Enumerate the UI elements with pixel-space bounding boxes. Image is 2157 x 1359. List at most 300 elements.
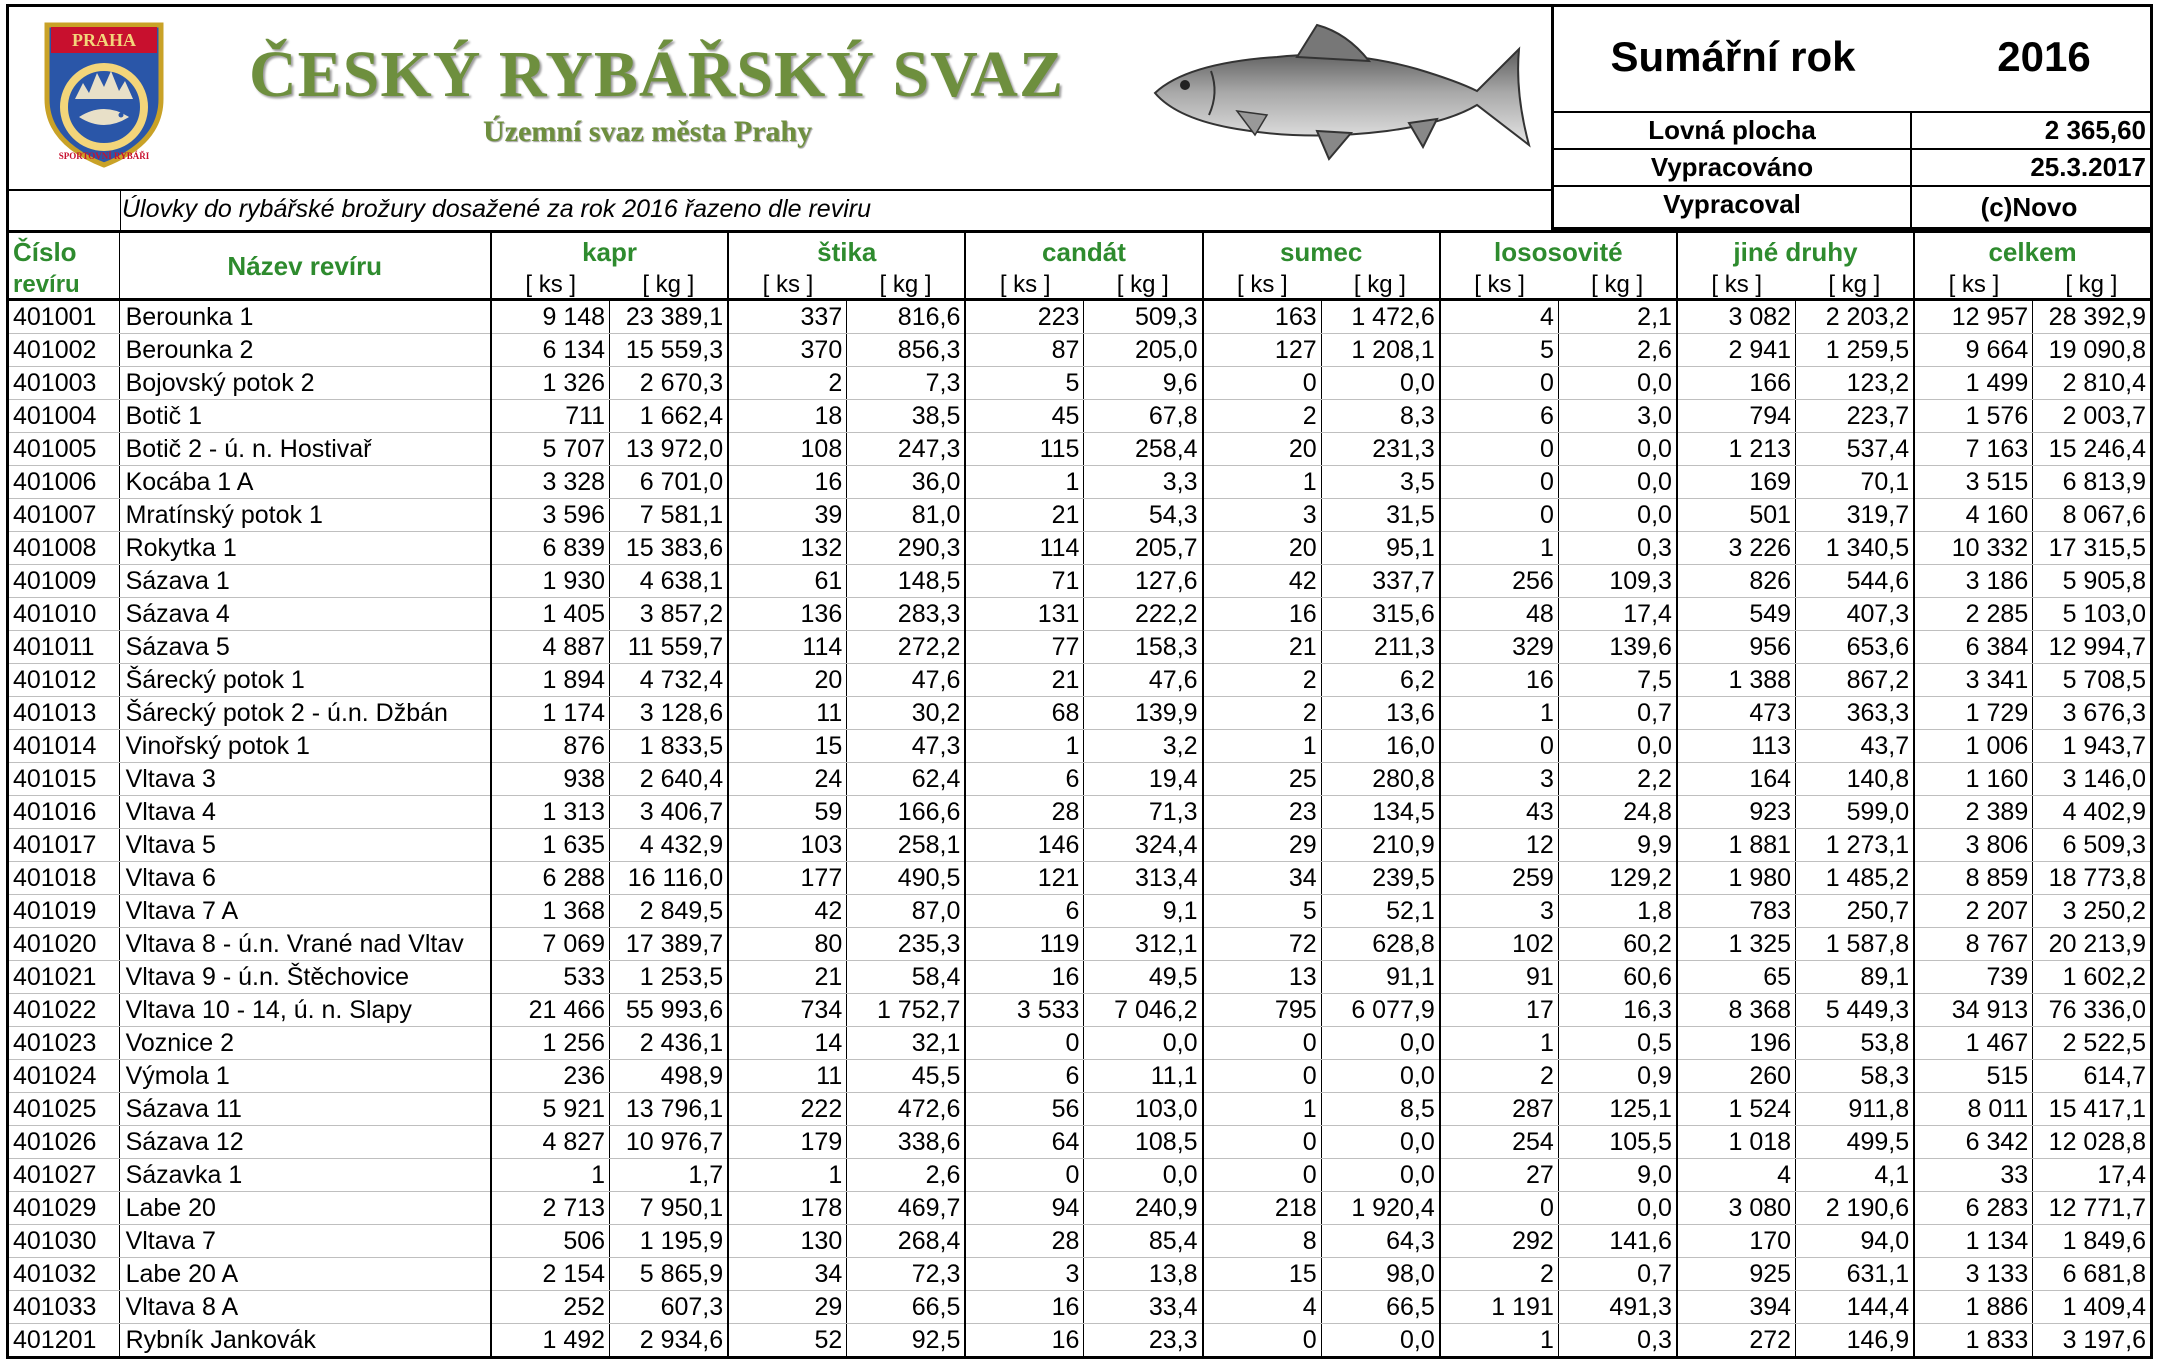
weight-cell: 363,3: [1796, 697, 1915, 730]
weight-cell: 23,3: [1084, 1324, 1203, 1358]
weight-cell: 28 392,9: [2033, 300, 2152, 334]
weight-cell: 2,6: [1558, 334, 1677, 367]
weight-cell: 66,5: [1321, 1291, 1440, 1324]
count-cell: 114: [965, 532, 1084, 565]
count-cell: 1 930: [491, 565, 610, 598]
summary-info-panel: [1551, 4, 2153, 230]
weight-cell: 10 976,7: [610, 1126, 729, 1159]
weight-cell: 95,1: [1321, 532, 1440, 565]
count-cell: 6 342: [1914, 1126, 2033, 1159]
count-cell: 0: [965, 1159, 1084, 1192]
count-cell: 94: [965, 1192, 1084, 1225]
revir-name-cell: Bojovský potok 2: [119, 367, 491, 400]
weight-cell: 1 920,4: [1321, 1192, 1440, 1225]
unit-kg-header: [ kg ]: [1084, 272, 1203, 300]
col-name-header: Název revíru: [119, 232, 491, 300]
weight-cell: 139,6: [1558, 631, 1677, 664]
weight-cell: 312,1: [1084, 928, 1203, 961]
count-cell: 2: [1203, 400, 1322, 433]
weight-cell: 4 432,9: [610, 829, 729, 862]
count-cell: 5: [1440, 334, 1559, 367]
revir-name-cell: Botič 2 - ú. n. Hostivař: [119, 433, 491, 466]
count-cell: 6 134: [491, 334, 610, 367]
count-cell: 1 894: [491, 664, 610, 697]
count-cell: 72: [1203, 928, 1322, 961]
count-cell: 501: [1677, 499, 1796, 532]
weight-cell: 70,1: [1796, 466, 1915, 499]
count-cell: 132: [728, 532, 847, 565]
count-cell: 21: [965, 664, 1084, 697]
weight-cell: 2 003,7: [2033, 400, 2152, 433]
count-cell: 0: [1440, 499, 1559, 532]
weight-cell: 7,3: [847, 367, 966, 400]
revir-name-cell: Vltava 4: [119, 796, 491, 829]
count-cell: 222: [728, 1093, 847, 1126]
count-cell: 27: [1440, 1159, 1559, 1192]
count-cell: 795: [1203, 994, 1322, 1027]
table-row: [8, 565, 2152, 598]
revir-name-cell: Vltava 6: [119, 862, 491, 895]
count-cell: 3 533: [965, 994, 1084, 1027]
count-cell: 1 326: [491, 367, 610, 400]
revir-name-cell: Vltava 8 A: [119, 1291, 491, 1324]
count-cell: 163: [1203, 300, 1322, 334]
table-row: [8, 1093, 2152, 1126]
weight-cell: 1 602,2: [2033, 961, 2152, 994]
count-cell: 9 148: [491, 300, 610, 334]
weight-cell: 91,1: [1321, 961, 1440, 994]
author-label: Vypracoval: [1554, 187, 1912, 227]
weight-cell: 1,8: [1558, 895, 1677, 928]
count-cell: 923: [1677, 796, 1796, 829]
weight-cell: 58,4: [847, 961, 966, 994]
revir-id-cell: 401021: [8, 961, 120, 994]
count-cell: 25: [1203, 763, 1322, 796]
table-row: [8, 664, 2152, 697]
area-label: Lovná plocha: [1554, 113, 1912, 148]
weight-cell: 239,5: [1321, 862, 1440, 895]
revir-id-cell: 401023: [8, 1027, 120, 1060]
count-cell: 4: [1203, 1291, 1322, 1324]
caption-divider: [120, 191, 121, 230]
revir-id-cell: 401011: [8, 631, 120, 664]
weight-cell: 3,5: [1321, 466, 1440, 499]
count-cell: 136: [728, 598, 847, 631]
weight-cell: 1 662,4: [610, 400, 729, 433]
weight-cell: 139,9: [1084, 697, 1203, 730]
count-cell: 337: [728, 300, 847, 334]
caption-row: [6, 189, 1551, 230]
count-cell: 87: [965, 334, 1084, 367]
weight-cell: 1 409,4: [2033, 1291, 2152, 1324]
weight-cell: 313,4: [1084, 862, 1203, 895]
weight-cell: 81,0: [847, 499, 966, 532]
group-header: štika: [728, 232, 965, 272]
weight-cell: 1 472,6: [1321, 300, 1440, 334]
weight-cell: 469,7: [847, 1192, 966, 1225]
weight-cell: 0,7: [1558, 1258, 1677, 1291]
count-cell: 1: [965, 730, 1084, 763]
weight-cell: 1 587,8: [1796, 928, 1915, 961]
count-cell: 3 328: [491, 466, 610, 499]
count-cell: 3: [1203, 499, 1322, 532]
weight-cell: 407,3: [1796, 598, 1915, 631]
count-cell: 0: [965, 1027, 1084, 1060]
revir-name-cell: Vltava 7 A: [119, 895, 491, 928]
weight-cell: 0,0: [1321, 1159, 1440, 1192]
weight-cell: 54,3: [1084, 499, 1203, 532]
table-row: [8, 532, 2152, 565]
count-cell: 3 515: [1914, 466, 2033, 499]
count-cell: 938: [491, 763, 610, 796]
weight-cell: 0,0: [1558, 367, 1677, 400]
count-cell: 43: [1440, 796, 1559, 829]
count-cell: 711: [491, 400, 610, 433]
processed-label: Vypracováno: [1554, 150, 1912, 185]
weight-cell: 599,0: [1796, 796, 1915, 829]
weight-cell: 15 417,1: [2033, 1093, 2152, 1126]
weight-cell: 816,6: [847, 300, 966, 334]
weight-cell: 5 103,0: [2033, 598, 2152, 631]
count-cell: 252: [491, 1291, 610, 1324]
weight-cell: 499,5: [1796, 1126, 1915, 1159]
count-cell: 29: [728, 1291, 847, 1324]
weight-cell: 509,3: [1084, 300, 1203, 334]
group-header: kapr: [491, 232, 728, 272]
logo-text-ring: SPORTOVNÍ RYBÁŘI: [58, 151, 150, 161]
weight-cell: 0,0: [1321, 1027, 1440, 1060]
revir-id-cell: 401025: [8, 1093, 120, 1126]
weight-cell: 58,3: [1796, 1060, 1915, 1093]
weight-cell: 3 146,0: [2033, 763, 2152, 796]
weight-cell: 11,1: [1084, 1060, 1203, 1093]
weight-cell: 15 383,6: [610, 532, 729, 565]
count-cell: 16: [1203, 598, 1322, 631]
count-cell: 6 288: [491, 862, 610, 895]
count-cell: 39: [728, 499, 847, 532]
count-cell: 16: [965, 961, 1084, 994]
count-cell: 10 332: [1914, 532, 2033, 565]
count-cell: 0: [1440, 367, 1559, 400]
count-cell: 119: [965, 928, 1084, 961]
revir-name-cell: Botič 1: [119, 400, 491, 433]
count-cell: 16: [1440, 664, 1559, 697]
weight-cell: 315,6: [1321, 598, 1440, 631]
count-cell: 1 174: [491, 697, 610, 730]
report-caption: Úlovky do rybářské brožury dosažené za rok 2016 řazeno dle reviru: [122, 195, 871, 223]
weight-cell: 231,3: [1321, 433, 1440, 466]
revir-name-cell: Vltava 10 - 14, ú. n. Slapy: [119, 994, 491, 1027]
count-cell: 15: [1203, 1258, 1322, 1291]
weight-cell: 76 336,0: [2033, 994, 2152, 1027]
count-cell: 3 082: [1677, 300, 1796, 334]
weight-cell: 2 436,1: [610, 1027, 729, 1060]
weight-cell: 71,3: [1084, 796, 1203, 829]
weight-cell: 491,3: [1558, 1291, 1677, 1324]
revir-id-cell: 401003: [8, 367, 120, 400]
weight-cell: 0,0: [1558, 1192, 1677, 1225]
count-cell: 2 941: [1677, 334, 1796, 367]
weight-cell: 3,3: [1084, 466, 1203, 499]
table-row: [8, 829, 2152, 862]
weight-cell: 1 943,7: [2033, 730, 2152, 763]
count-cell: 1 006: [1914, 730, 2033, 763]
weight-cell: 23 389,1: [610, 300, 729, 334]
weight-cell: 129,2: [1558, 862, 1677, 895]
weight-cell: 33,4: [1084, 1291, 1203, 1324]
count-cell: 1 635: [491, 829, 610, 862]
weight-cell: 205,0: [1084, 334, 1203, 367]
count-cell: 473: [1677, 697, 1796, 730]
count-cell: 1: [1203, 730, 1322, 763]
weight-cell: 62,4: [847, 763, 966, 796]
revir-id-cell: 401006: [8, 466, 120, 499]
weight-cell: 223,7: [1796, 400, 1915, 433]
count-cell: 146: [965, 829, 1084, 862]
count-cell: 3 226: [1677, 532, 1796, 565]
revir-name-cell: Vinořský potok 1: [119, 730, 491, 763]
count-cell: 260: [1677, 1060, 1796, 1093]
info-year-row: [1554, 7, 2150, 113]
weight-cell: 222,2: [1084, 598, 1203, 631]
weight-cell: 4 638,1: [610, 565, 729, 598]
weight-cell: 2 203,2: [1796, 300, 1915, 334]
count-cell: 5: [965, 367, 1084, 400]
weight-cell: 2,1: [1558, 300, 1677, 334]
weight-cell: 125,1: [1558, 1093, 1677, 1126]
weight-cell: 17 389,7: [610, 928, 729, 961]
unit-kg-header: [ kg ]: [1321, 272, 1440, 300]
weight-cell: 911,8: [1796, 1093, 1915, 1126]
weight-cell: 20 213,9: [2033, 928, 2152, 961]
table-row: [8, 1258, 2152, 1291]
count-cell: 42: [728, 895, 847, 928]
weight-cell: 0,3: [1558, 532, 1677, 565]
count-cell: 64: [965, 1126, 1084, 1159]
unit-kg-header: [ kg ]: [610, 272, 729, 300]
count-cell: 91: [1440, 961, 1559, 994]
count-cell: 33: [1914, 1159, 2033, 1192]
count-cell: 3 186: [1914, 565, 2033, 598]
count-cell: 1 325: [1677, 928, 1796, 961]
count-cell: 1 018: [1677, 1126, 1796, 1159]
weight-cell: 9,6: [1084, 367, 1203, 400]
count-cell: 7 069: [491, 928, 610, 961]
count-cell: 13: [1203, 961, 1322, 994]
weight-cell: 66,5: [847, 1291, 966, 1324]
table-row: [8, 367, 2152, 400]
weight-cell: 109,3: [1558, 565, 1677, 598]
weight-cell: 47,3: [847, 730, 966, 763]
count-cell: 8 767: [1914, 928, 2033, 961]
revir-name-cell: Vltava 9 - ú.n. Štěchovice: [119, 961, 491, 994]
table-row: [8, 499, 2152, 532]
weight-cell: 17,4: [2033, 1159, 2152, 1192]
weight-cell: 52,1: [1321, 895, 1440, 928]
revir-id-cell: 401030: [8, 1225, 120, 1258]
count-cell: 3 080: [1677, 1192, 1796, 1225]
count-cell: 223: [965, 300, 1084, 334]
weight-cell: 1 253,5: [610, 961, 729, 994]
weight-cell: 18 773,8: [2033, 862, 2152, 895]
weight-cell: 53,8: [1796, 1027, 1915, 1060]
table-row: [8, 466, 2152, 499]
weight-cell: 0,0: [1558, 433, 1677, 466]
weight-cell: 338,6: [847, 1126, 966, 1159]
weight-cell: 0,0: [1321, 1060, 1440, 1093]
weight-cell: 856,3: [847, 334, 966, 367]
count-cell: 5 707: [491, 433, 610, 466]
weight-cell: 0,0: [1321, 1324, 1440, 1358]
count-cell: 8: [1203, 1225, 1322, 1258]
weight-cell: 490,5: [847, 862, 966, 895]
count-cell: 103: [728, 829, 847, 862]
weight-cell: 16,0: [1321, 730, 1440, 763]
weight-cell: 6 509,3: [2033, 829, 2152, 862]
weight-cell: 45,5: [847, 1060, 966, 1093]
count-cell: 2: [1203, 664, 1322, 697]
weight-cell: 5 708,5: [2033, 664, 2152, 697]
revir-id-cell: 401015: [8, 763, 120, 796]
weight-cell: 19 090,8: [2033, 334, 2152, 367]
count-cell: 1 368: [491, 895, 610, 928]
table-row: [8, 300, 2152, 334]
weight-cell: 7,5: [1558, 664, 1677, 697]
revir-name-cell: Rokytka 1: [119, 532, 491, 565]
info-author-row: [1554, 187, 2150, 230]
count-cell: 0: [1203, 1126, 1322, 1159]
revir-name-cell: Výmola 1: [119, 1060, 491, 1093]
count-cell: 8 859: [1914, 862, 2033, 895]
weight-cell: 8,3: [1321, 400, 1440, 433]
weight-cell: 13,8: [1084, 1258, 1203, 1291]
count-cell: 115: [965, 433, 1084, 466]
weight-cell: 631,1: [1796, 1258, 1915, 1291]
count-cell: 1 313: [491, 796, 610, 829]
count-cell: 956: [1677, 631, 1796, 664]
processed-value: 25.3.2017: [2030, 152, 2146, 182]
weight-cell: 653,6: [1796, 631, 1915, 664]
count-cell: 77: [965, 631, 1084, 664]
weight-cell: 607,3: [610, 1291, 729, 1324]
count-cell: 3 596: [491, 499, 610, 532]
revir-id-cell: 401024: [8, 1060, 120, 1093]
count-cell: 1: [965, 466, 1084, 499]
count-cell: 783: [1677, 895, 1796, 928]
weight-cell: 544,6: [1796, 565, 1915, 598]
count-cell: 6: [965, 763, 1084, 796]
count-cell: 52: [728, 1324, 847, 1358]
revir-id-cell: 401029: [8, 1192, 120, 1225]
revir-id-cell: 401009: [8, 565, 120, 598]
count-cell: 4 887: [491, 631, 610, 664]
unit-kg-header: [ kg ]: [2033, 272, 2152, 300]
weight-cell: 12 994,7: [2033, 631, 2152, 664]
count-cell: 23: [1203, 796, 1322, 829]
revir-id-cell: 401022: [8, 994, 120, 1027]
count-cell: 506: [491, 1225, 610, 1258]
table-row: [8, 961, 2152, 994]
weight-cell: 5 865,9: [610, 1258, 729, 1291]
weight-cell: 3 197,6: [2033, 1324, 2152, 1358]
weight-cell: 1 273,1: [1796, 829, 1915, 862]
revir-id-cell: 401008: [8, 532, 120, 565]
table-row: [8, 400, 2152, 433]
count-cell: 1: [1440, 532, 1559, 565]
weight-cell: 17,4: [1558, 598, 1677, 631]
count-cell: 1 256: [491, 1027, 610, 1060]
revir-name-cell: Sázava 1: [119, 565, 491, 598]
weight-cell: 324,4: [1084, 829, 1203, 862]
weight-cell: 6,2: [1321, 664, 1440, 697]
weight-cell: 19,4: [1084, 763, 1203, 796]
year-label: Sumářní rok: [1610, 33, 1856, 80]
count-cell: 16: [965, 1291, 1084, 1324]
count-cell: 68: [965, 697, 1084, 730]
weight-cell: 8,5: [1321, 1093, 1440, 1126]
weight-cell: 210,9: [1321, 829, 1440, 862]
count-cell: 0: [1203, 1324, 1322, 1358]
revir-name-cell: Rybník Jankovák: [119, 1324, 491, 1358]
weight-cell: 5 905,8: [2033, 565, 2152, 598]
count-cell: 6: [965, 895, 1084, 928]
weight-cell: 1 752,7: [847, 994, 966, 1027]
count-cell: 3: [965, 1258, 1084, 1291]
table-row: [8, 598, 2152, 631]
revir-name-cell: Vltava 8 - ú.n. Vrané nad Vltav: [119, 928, 491, 961]
weight-cell: 280,8: [1321, 763, 1440, 796]
table-row: [8, 1192, 2152, 1225]
count-cell: 8 368: [1677, 994, 1796, 1027]
count-cell: 177: [728, 862, 847, 895]
count-cell: 130: [728, 1225, 847, 1258]
weight-cell: 7 581,1: [610, 499, 729, 532]
weight-cell: 2 934,6: [610, 1324, 729, 1358]
brand-panel: [6, 4, 1551, 189]
weight-cell: 8 067,6: [2033, 499, 2152, 532]
count-cell: 1 388: [1677, 664, 1796, 697]
count-cell: 5: [1203, 895, 1322, 928]
revir-name-cell: Vltava 7: [119, 1225, 491, 1258]
table-row: [8, 631, 2152, 664]
revir-name-cell: Šárecký potok 2 - ú.n. Džbán: [119, 697, 491, 730]
revir-name-cell: Berounka 2: [119, 334, 491, 367]
count-cell: 1 886: [1914, 1291, 2033, 1324]
weight-cell: 2 849,5: [610, 895, 729, 928]
count-cell: 1 213: [1677, 433, 1796, 466]
count-cell: 0: [1440, 466, 1559, 499]
unit-ks-header: [ ks ]: [1203, 272, 1322, 300]
count-cell: 65: [1677, 961, 1796, 994]
weight-cell: 0,3: [1558, 1324, 1677, 1358]
brand-title: ČESKÝ RYBÁŘSKÝ SVAZ: [249, 38, 1064, 111]
revir-id-cell: 401012: [8, 664, 120, 697]
revir-name-cell: Sázava 11: [119, 1093, 491, 1126]
count-cell: 272: [1677, 1324, 1796, 1358]
year-value: 2016: [1997, 33, 2091, 80]
revir-name-cell: Sázava 5: [119, 631, 491, 664]
weight-cell: 6 813,9: [2033, 466, 2152, 499]
count-cell: 12 957: [1914, 300, 2033, 334]
count-cell: 164: [1677, 763, 1796, 796]
count-cell: 2: [1203, 697, 1322, 730]
count-cell: 3 806: [1914, 829, 2033, 862]
count-cell: 34: [1203, 862, 1322, 895]
weight-cell: 87,0: [847, 895, 966, 928]
table-row: [8, 1324, 2152, 1358]
weight-cell: 134,5: [1321, 796, 1440, 829]
weight-cell: 140,8: [1796, 763, 1915, 796]
